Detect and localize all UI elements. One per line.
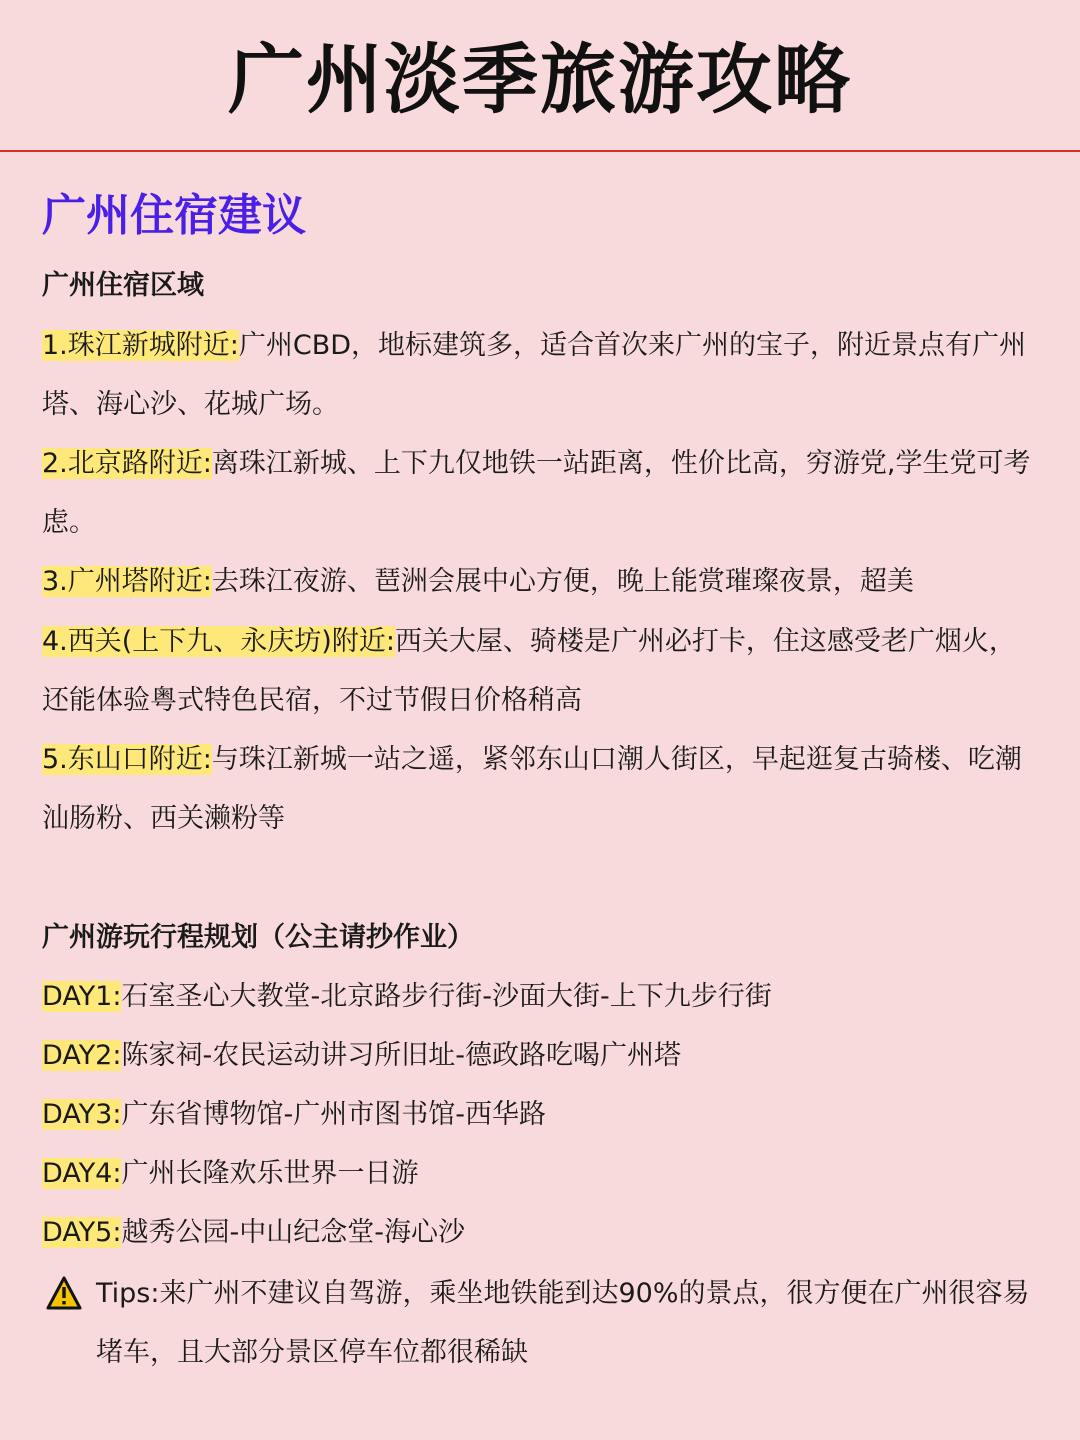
page-title: 广州淡季旅游攻略 <box>228 35 852 124</box>
itinerary-day-2 <box>42 1036 681 1076</box>
day-label: DAY3: <box>42 1099 122 1130</box>
day-route: 陈家祠-农民运动讲习所旧址-德政路吃喝广州塔 <box>121 1040 681 1071</box>
lodging-item-text: 广州CBD，地标建筑多，适合首次来广州的宝子，附近景点有广州塔、海心沙、花城广场。 <box>42 330 1027 420</box>
day-label: DAY1: <box>42 981 122 1012</box>
day-route: 石室圣心大教堂-北京路步行街-沙面大街-上下九步行街 <box>121 981 772 1012</box>
warning-icon <box>46 1276 82 1310</box>
day-route: 广东省博物馆-广州市图书馆-西华路 <box>121 1099 546 1130</box>
lodging-item-2 <box>42 434 1042 552</box>
day-label: DAY2: <box>42 1040 122 1071</box>
lodging-item-label: 5.东山口附近: <box>42 744 212 775</box>
lodging-item-text: 去珠江夜游、琶洲会展中心方便，晚上能赏璀璨夜景，超美 <box>211 566 914 597</box>
lodging-heading: 广州住宿区域 <box>42 270 204 301</box>
title-divider <box>0 150 1080 152</box>
day-route: 广州长隆欢乐世界一日游 <box>121 1158 419 1189</box>
section-title: 广州住宿建议 <box>42 190 306 241</box>
day-label: DAY5: <box>42 1217 122 1248</box>
lodging-item-1 <box>42 316 1042 434</box>
itinerary-day-3 <box>42 1095 546 1135</box>
lodging-item-label: 3.广州塔附近: <box>42 566 212 597</box>
lodging-item-text: 西关大屋、骑楼是广州必打卡，住这感受老广烟火，还能体验粤式特色民宿，不过节假日价格稍高 <box>42 626 1016 716</box>
itinerary-day-1 <box>42 977 772 1017</box>
itinerary-day-5 <box>42 1213 465 1253</box>
lodging-item-3 <box>42 552 1042 611</box>
lodging-item-4 <box>42 612 1042 730</box>
lodging-item-text: 离珠江新城、上下九仅地铁一站距离，性价比高，穷游党,学生党可考虑。 <box>42 448 1031 538</box>
lodging-item-label: 2.北京路附近: <box>42 448 212 479</box>
lodging-item-label: 4.西关(上下九、永庆坊)附近: <box>42 626 395 657</box>
tips-text: Tips:来广州不建议自驾游，乘坐地铁能到达90%的景点，很方便在广州很容易堵车，且大部分景区停车位都很稀缺 <box>96 1278 1030 1368</box>
itinerary-heading: 广州游玩行程规划（公主请抄作业） <box>42 922 474 953</box>
itinerary-day-4 <box>42 1154 418 1194</box>
day-route: 越秀公园-中山纪念堂-海心沙 <box>121 1217 465 1248</box>
lodging-item-label: 1.珠江新城附近: <box>42 330 239 361</box>
day-label: DAY4: <box>42 1158 122 1189</box>
lodging-item-5 <box>42 730 1042 848</box>
lodging-item-text: 与珠江新城一站之遥，紧邻东山口潮人街区，早起逛复古骑楼、吃潮汕肠粉、西关濑粉等 <box>42 744 1022 834</box>
